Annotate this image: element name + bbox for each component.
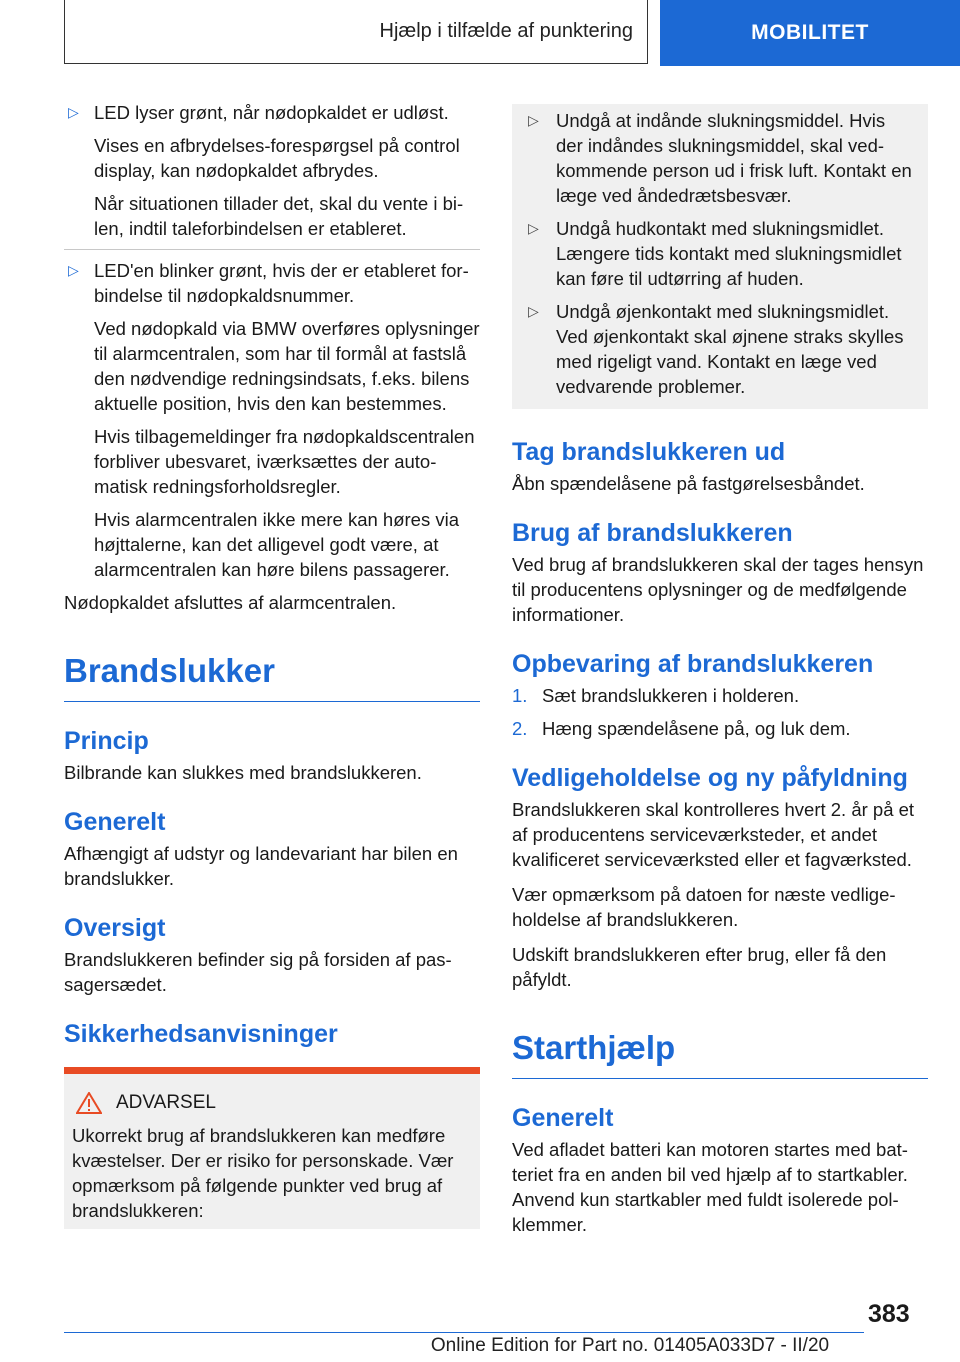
chapter-title: Starthjælp	[512, 1028, 928, 1079]
step-number: 2.	[512, 718, 528, 739]
precautions-box	[512, 104, 928, 409]
steps-list	[512, 683, 928, 741]
section-heading: Princip	[64, 727, 149, 755]
body-text: Bilbrande kan slukkes med brandslukkeren.	[64, 762, 422, 783]
bullet-text: Hvis tilbagemeldinger fra nødopkaldscentralen forbliver ubesvaret, iværksættes der automatisk redningsforholdsregler.	[94, 426, 475, 497]
body-text: Udskift brandslukkeren efter brug, eller få den påfyldt.	[512, 944, 887, 990]
section-heading: Generelt	[64, 808, 166, 836]
triangle-bullet-icon: ▷	[528, 220, 539, 236]
body-text: Ved brug af brandslukkeren skal der tages hensyn til producentens oplysninger og de medfølgende informationer.	[512, 554, 924, 625]
list-item	[524, 108, 916, 208]
footer-divider	[64, 1332, 864, 1333]
section-heading: Generelt	[512, 1104, 614, 1132]
page-number: 383	[868, 1300, 910, 1328]
list-item	[512, 716, 928, 741]
bullet-text: Når situationen tillader det, skal du vente i bilen, indtil taleforbindelsen er etableret.	[94, 193, 464, 239]
step-number: 1.	[512, 685, 528, 706]
list-item	[524, 216, 916, 291]
body-text: Brandslukkeren skal kontrolleres hvert 2. år på et af producentens serviceværksteder, et andet kvalificeret serviceværksted eller et fagværksted.	[512, 799, 915, 870]
list-item	[512, 683, 928, 708]
section-heading: Tag brandslukkeren ud	[512, 438, 786, 466]
warning-triangle-icon	[76, 1092, 102, 1114]
chapter-title: Brandslukker	[64, 651, 480, 702]
warning-text: Ukorrekt brug af brandslukkeren kan medføre kvæstelser. Der er risiko for personskade. Vær opmærksom på følgende punkter ved brug af brandslukkeren:	[72, 1125, 454, 1221]
bullet-text: LED lyser grønt, når nødopkaldet er udløst.	[94, 102, 449, 123]
bullet-text: Hvis alarmcentralen ikke mere kan høres via højttalerne, kan det alligevel godt være, at alarmcentralen kan høre bilens passagerer.	[94, 509, 459, 580]
body-text: Åbn spændelåsene på fastgørelsesbåndet.	[512, 473, 865, 494]
section-heading: Sikkerhedsanvisninger	[64, 1020, 338, 1048]
body-text: Brandslukkeren befinder sig på forsiden af passagersædet.	[64, 949, 452, 995]
step-text: Hæng spændelåsene på, og luk dem.	[542, 718, 851, 739]
list-item	[524, 299, 916, 399]
right-column	[512, 104, 928, 1247]
bullet-text: Vises en afbrydelses-forespørgsel på control display, kan nødopkaldet afbrydes.	[94, 135, 460, 181]
section-title-text: Hjælp i tilfælde af punktering	[379, 20, 633, 42]
list-item	[64, 258, 480, 582]
warning-box	[64, 1067, 480, 1229]
warning-label: ADVARSEL	[116, 1092, 216, 1113]
section-heading: Vedligeholdelse og ny påfyldning	[512, 764, 908, 792]
divider	[64, 249, 480, 250]
section-heading: Oversigt	[64, 914, 166, 942]
section-heading: Opbevaring af brandslukkeren	[512, 650, 874, 678]
warning-title	[72, 1090, 472, 1115]
body-text: Afhængigt af udstyr og landevariant har bilen en brandslukker.	[64, 843, 458, 889]
bullet-text: Undgå øjenkontakt med slukningsmidlet. Ved øjenkontakt skal øjnene straks skylles med rigeligt vand. Kontakt en læge ved vedvarende problemer.	[556, 301, 904, 397]
triangle-bullet-icon: ▷	[528, 112, 539, 128]
triangle-bullet-icon: ▷	[68, 262, 79, 278]
bullet-text: Ved nødopkald via BMW overføres oplysninger til alarmcentralen, som har til formål at fastslå den nødvendige redningsindsats, f.eks. bilens aktuelle position, hvis den kan bestemmes.	[94, 318, 480, 414]
bullet-text: Undgå hudkontakt med slukningsmidlet. Længere tids kontakt med slukningsmidlet kan føre til udtørring af huden.	[556, 218, 902, 289]
tab-mobilitet[interactable]	[660, 0, 960, 66]
tab-label: MOBILITET	[751, 21, 869, 44]
left-column	[64, 100, 480, 1229]
step-text: Sæt brandslukkeren i holderen.	[542, 685, 800, 706]
section-heading: Brug af brandslukkeren	[512, 519, 793, 547]
section-title	[64, 0, 648, 64]
bullet-text: Undgå at indånde slukningsmiddel. Hvis der indåndes slukningsmiddel, skal vedkommende person ud i frisk luft. Kontakt en læge ved åndedrætsbesvær.	[556, 110, 912, 206]
triangle-bullet-icon: ▷	[68, 104, 79, 120]
bullet-text: LED'en blinker grønt, hvis der er etableret forbindelse til nødopkaldsnummer.	[94, 260, 469, 306]
triangle-bullet-icon: ▷	[528, 303, 539, 319]
list-item	[64, 100, 480, 241]
body-text: Nødopkaldet afsluttes af alarmcentralen.	[64, 592, 397, 613]
body-text: Ved afladet batteri kan motoren startes med batteriet fra en anden bil ved hjælp af to startkabler. Anvend kun startkabler med fuldt isolerede polklemmer.	[512, 1139, 908, 1235]
body-text: Vær opmærksom på datoen for næste vedligeholdelse af brandslukkeren.	[512, 884, 896, 930]
footer-edition: Online Edition for Part no. 01405A033D7 - II/20	[430, 1335, 830, 1356]
